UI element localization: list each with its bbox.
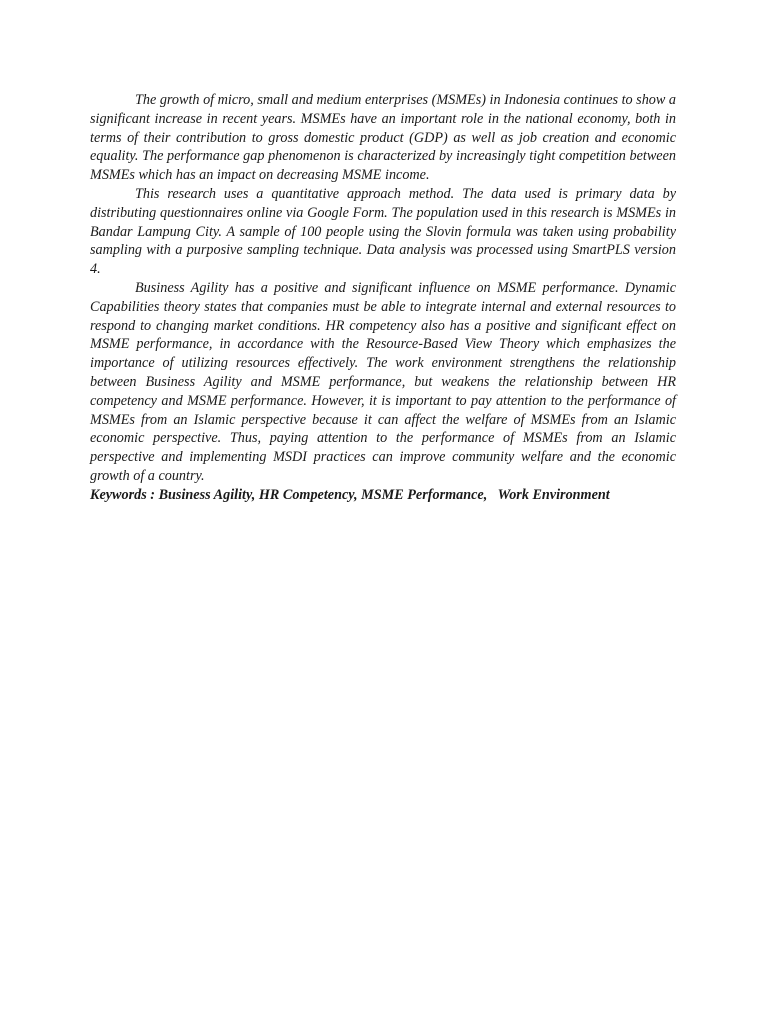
abstract-paragraph-method: This research uses a quantitative approach method. The data used is primary data by distributing questionnaires online via Google Form. The population used in this research is MSMEs in Bandar Lampung City. A sample of 100 people using the Slovin formula was taken using probability sampling with a purposive sampling technique. Data analysis was processed using SmartPLS version 4. <box>90 185 676 278</box>
abstract-paragraph-background: The growth of micro, small and medium enterprises (MSMEs) in Indonesia continues to show a significant increase in recent years. MSMEs have an important role in the national economy, both in terms of their contribution to gross domestic product (GDP) as well as job creation and economic equality. The performance gap phenomenon is characterized by increasingly tight competition between MSMEs which has an impact on decreasing MSME income. <box>90 92 676 184</box>
keywords-line: Keywords : Business Agility, HR Competency, MSME Performance, Work Environment <box>90 486 610 503</box>
abstract-body <box>90 91 676 505</box>
abstract-paragraph-results: Business Agility has a positive and significant influence on MSME performance. Dynamic Capabilities theory states that companies must be able to integrate internal and external resources to respond to changing market conditions. HR competency also has a positive and significant effect on MSME performance, in accordance with the Resource-Based View Theory which emphasizes the importance of utilizing resources effectively. The work environment strengthens the relationship between Business Agility and MSME performance, but weakens the relationship between HR competency and MSME performance. However, it is important to pay attention to the performance of MSMEs from an Islamic perspective because it can affect the welfare of MSMEs from an Islamic economic perspective. Thus, paying attention to the performance of MSMEs from an Islamic perspective and implementing MSDI practices can improve community welfare and the economic growth of a country. <box>90 279 676 484</box>
